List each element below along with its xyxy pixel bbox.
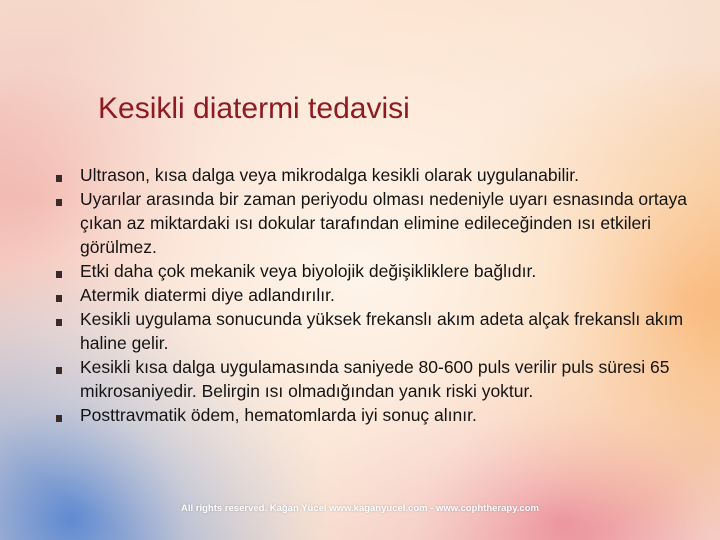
bullet-text: Kesikli uygulama sonucunda yüksek frekanslı akım adeta alçak frekanslı akım haline gelir. bbox=[80, 309, 684, 353]
bullet-text: Kesikli kısa dalga uygulamasında saniyede 80-600 puls verilir puls süresi 65 mikrosaniyedir. Belirgin ısı olmadığından yanık riski yoktur. bbox=[80, 357, 670, 401]
bullet-text: Posttravmatik ödem, hematomlarda iyi sonuç alınır. bbox=[80, 405, 477, 425]
list-item bbox=[56, 187, 696, 259]
bullet-square-icon bbox=[56, 319, 62, 326]
bullet-square-icon bbox=[56, 199, 62, 206]
bullet-text: Etki daha çok mekanik veya biyolojik değişikliklere bağlıdır. bbox=[80, 261, 537, 281]
bullet-square-icon bbox=[56, 295, 62, 302]
bullet-text: Atermik diatermi diye adlandırılır. bbox=[80, 285, 335, 305]
list-item bbox=[56, 283, 696, 307]
copyright-footer: All rights reserved. Kağan Yücel www.kaganyucel.com - www.cophtherapy.com bbox=[181, 503, 539, 514]
slide-title: Kesikli diatermi tedavisi bbox=[98, 92, 410, 125]
list-item bbox=[56, 307, 696, 355]
bullet-square-icon bbox=[56, 367, 62, 374]
list-item bbox=[56, 163, 696, 187]
bullet-text: Uyarılar arasında bir zaman periyodu olması nedeniyle uyarı esnasında ortaya çıkan az miktardaki ısı dokular tarafından elimine edileceğinden ısı etkileri görülmez. bbox=[80, 189, 687, 257]
bullet-text: Ultrason, kısa dalga veya mikrodalga kesikli olarak uygulanabilir. bbox=[80, 165, 579, 185]
bullet-square-icon bbox=[56, 271, 62, 278]
bullet-square-icon bbox=[56, 175, 62, 182]
list-item bbox=[56, 259, 696, 283]
list-item bbox=[56, 355, 696, 403]
bullet-square-icon bbox=[56, 415, 62, 422]
bullet-list bbox=[56, 163, 696, 427]
list-item bbox=[56, 403, 696, 427]
